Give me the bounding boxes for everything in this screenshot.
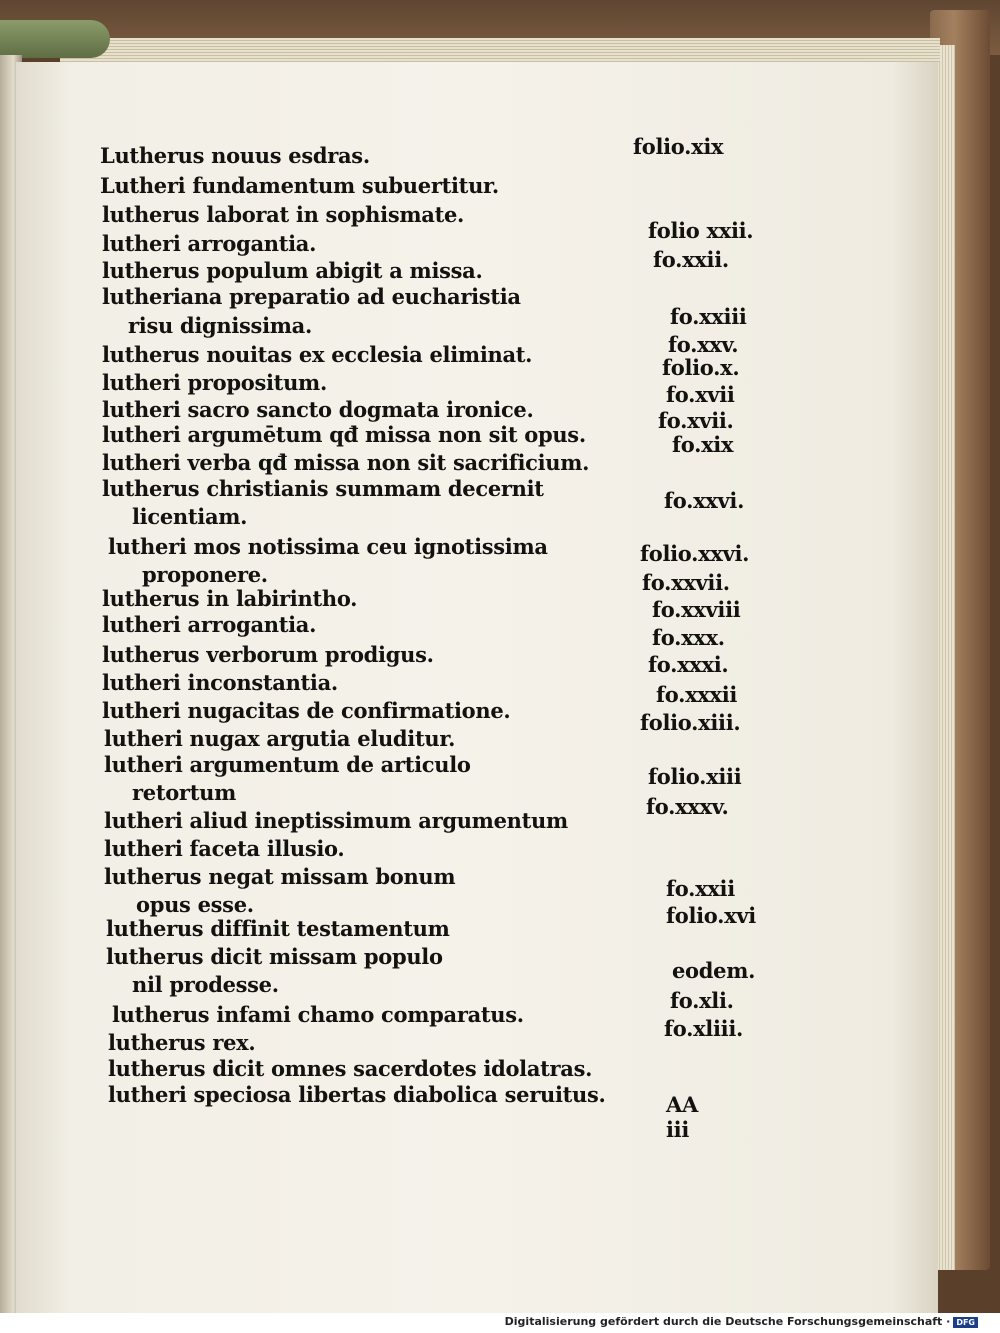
index-entry: opus esse. [136, 892, 254, 917]
index-entry: lutherus populum abigit a missa. [102, 258, 483, 283]
folio-reference: fo.xxxi. [648, 652, 729, 677]
index-entry: lutherus rex. [108, 1030, 256, 1055]
folio-reference: fo.xvii. [658, 408, 734, 433]
index-entry: lutheri inconstantia. [102, 670, 338, 695]
bookmark-ribbon [0, 20, 110, 58]
footer-bar [0, 1313, 1000, 1333]
folio-reference: fo.xxvi. [664, 488, 745, 513]
index-entry: licentiam. [132, 504, 248, 529]
index-entry: lutherus in labirintho. [102, 586, 358, 611]
index-entry: Lutheri fundamentum subuertitur. [100, 173, 499, 198]
dfg-logo-icon: DFG [953, 1317, 978, 1328]
funding-note [505, 1315, 978, 1328]
folio-reference: folio.xiii. [640, 710, 741, 735]
index-entry: lutherus verborum prodigus. [102, 642, 434, 667]
index-entry: lutheri speciosa libertas diabolica seruitus. [108, 1082, 606, 1107]
funding-text: Digitalisierung gefördert durch die Deutsche Forschungsgemeinschaft · [504, 1315, 951, 1328]
folio-reference: folio.x. [662, 355, 740, 380]
index-entry: lutherus diffinit testamentum [106, 916, 450, 941]
folio-reference: folio.xxvi. [640, 541, 750, 566]
folio-reference: fo.xxviii [652, 597, 741, 622]
index-entry: lutheri arrogantia. [102, 231, 317, 256]
index-entry: lutheri propositum. [102, 370, 327, 395]
folio-reference: fo.xix [672, 432, 734, 457]
index-entry: lutheri mos notissima ceu ignotissima [108, 534, 548, 559]
index-entry: lutheri nugax argutia eluditur. [104, 726, 456, 751]
folio-reference: fo.xxxv. [646, 794, 729, 819]
index-entry: lutheriana preparatio ad eucharistia [102, 284, 521, 309]
index-entry: risu dignissima. [128, 313, 312, 338]
index-entry: proponere. [142, 562, 268, 587]
index-entry: lutheri aliud ineptissimum argumentum [104, 808, 568, 833]
index-entry: lutherus infami chamo comparatus. [112, 1002, 524, 1027]
folio-reference: folio.xix [633, 134, 724, 159]
signature-mark: AA iii [666, 1092, 698, 1142]
index-entry: lutherus christianis summam decernit [102, 476, 544, 501]
index-entry: lutheri nugacitas de confirmatione. [102, 698, 511, 723]
folio-reference: fo.xliii. [664, 1016, 744, 1041]
index-entry: lutheri argumētum qđ missa non sit opus. [102, 422, 586, 447]
folio-reference: eodem. [672, 958, 756, 983]
folio-reference: folio.xvi [666, 903, 756, 928]
book-page [16, 62, 938, 1313]
index-entry: lutherus dicit omnes sacerdotes idolatras. [108, 1056, 593, 1081]
index-entry: lutherus dicit missam populo [106, 944, 443, 969]
index-entry: lutherus laborat in sophismate. [102, 202, 465, 227]
folio-reference: fo.xxv. [668, 332, 739, 357]
index-entry: lutherus nouitas ex ecclesia eliminat. [102, 342, 533, 367]
folio-reference: folio.xiii [648, 764, 742, 789]
index-entry: retortum [132, 780, 236, 805]
page-edges-top [60, 38, 940, 62]
folio-reference: fo.xxvii. [642, 570, 730, 595]
folio-reference: fo.xvii [666, 382, 735, 407]
index-entry: nil prodesse. [132, 972, 279, 997]
folio-reference: fo.xxii. [653, 247, 729, 272]
folio-reference: folio xxii. [648, 218, 754, 243]
folio-reference: fo.xxii [666, 876, 735, 901]
index-entry: lutheri argumentum de articulo [104, 752, 471, 777]
index-entry: lutheri verba qđ missa non sit sacrificium. [102, 450, 590, 475]
index-entry: Lutherus nouus esdras. [100, 143, 370, 168]
folio-reference: fo.xxx. [652, 625, 725, 650]
folio-reference: fo.xxiii [670, 304, 747, 329]
index-entry: lutheri faceta illusio. [104, 836, 345, 861]
index-entry: lutherus negat missam bonum [104, 864, 456, 889]
folio-reference: fo.xli. [670, 988, 734, 1013]
index-entry: lutheri sacro sancto dogmata ironice. [102, 397, 534, 422]
folio-reference: fo.xxxii [656, 682, 738, 707]
index-entry: lutheri arrogantia. [102, 612, 317, 637]
